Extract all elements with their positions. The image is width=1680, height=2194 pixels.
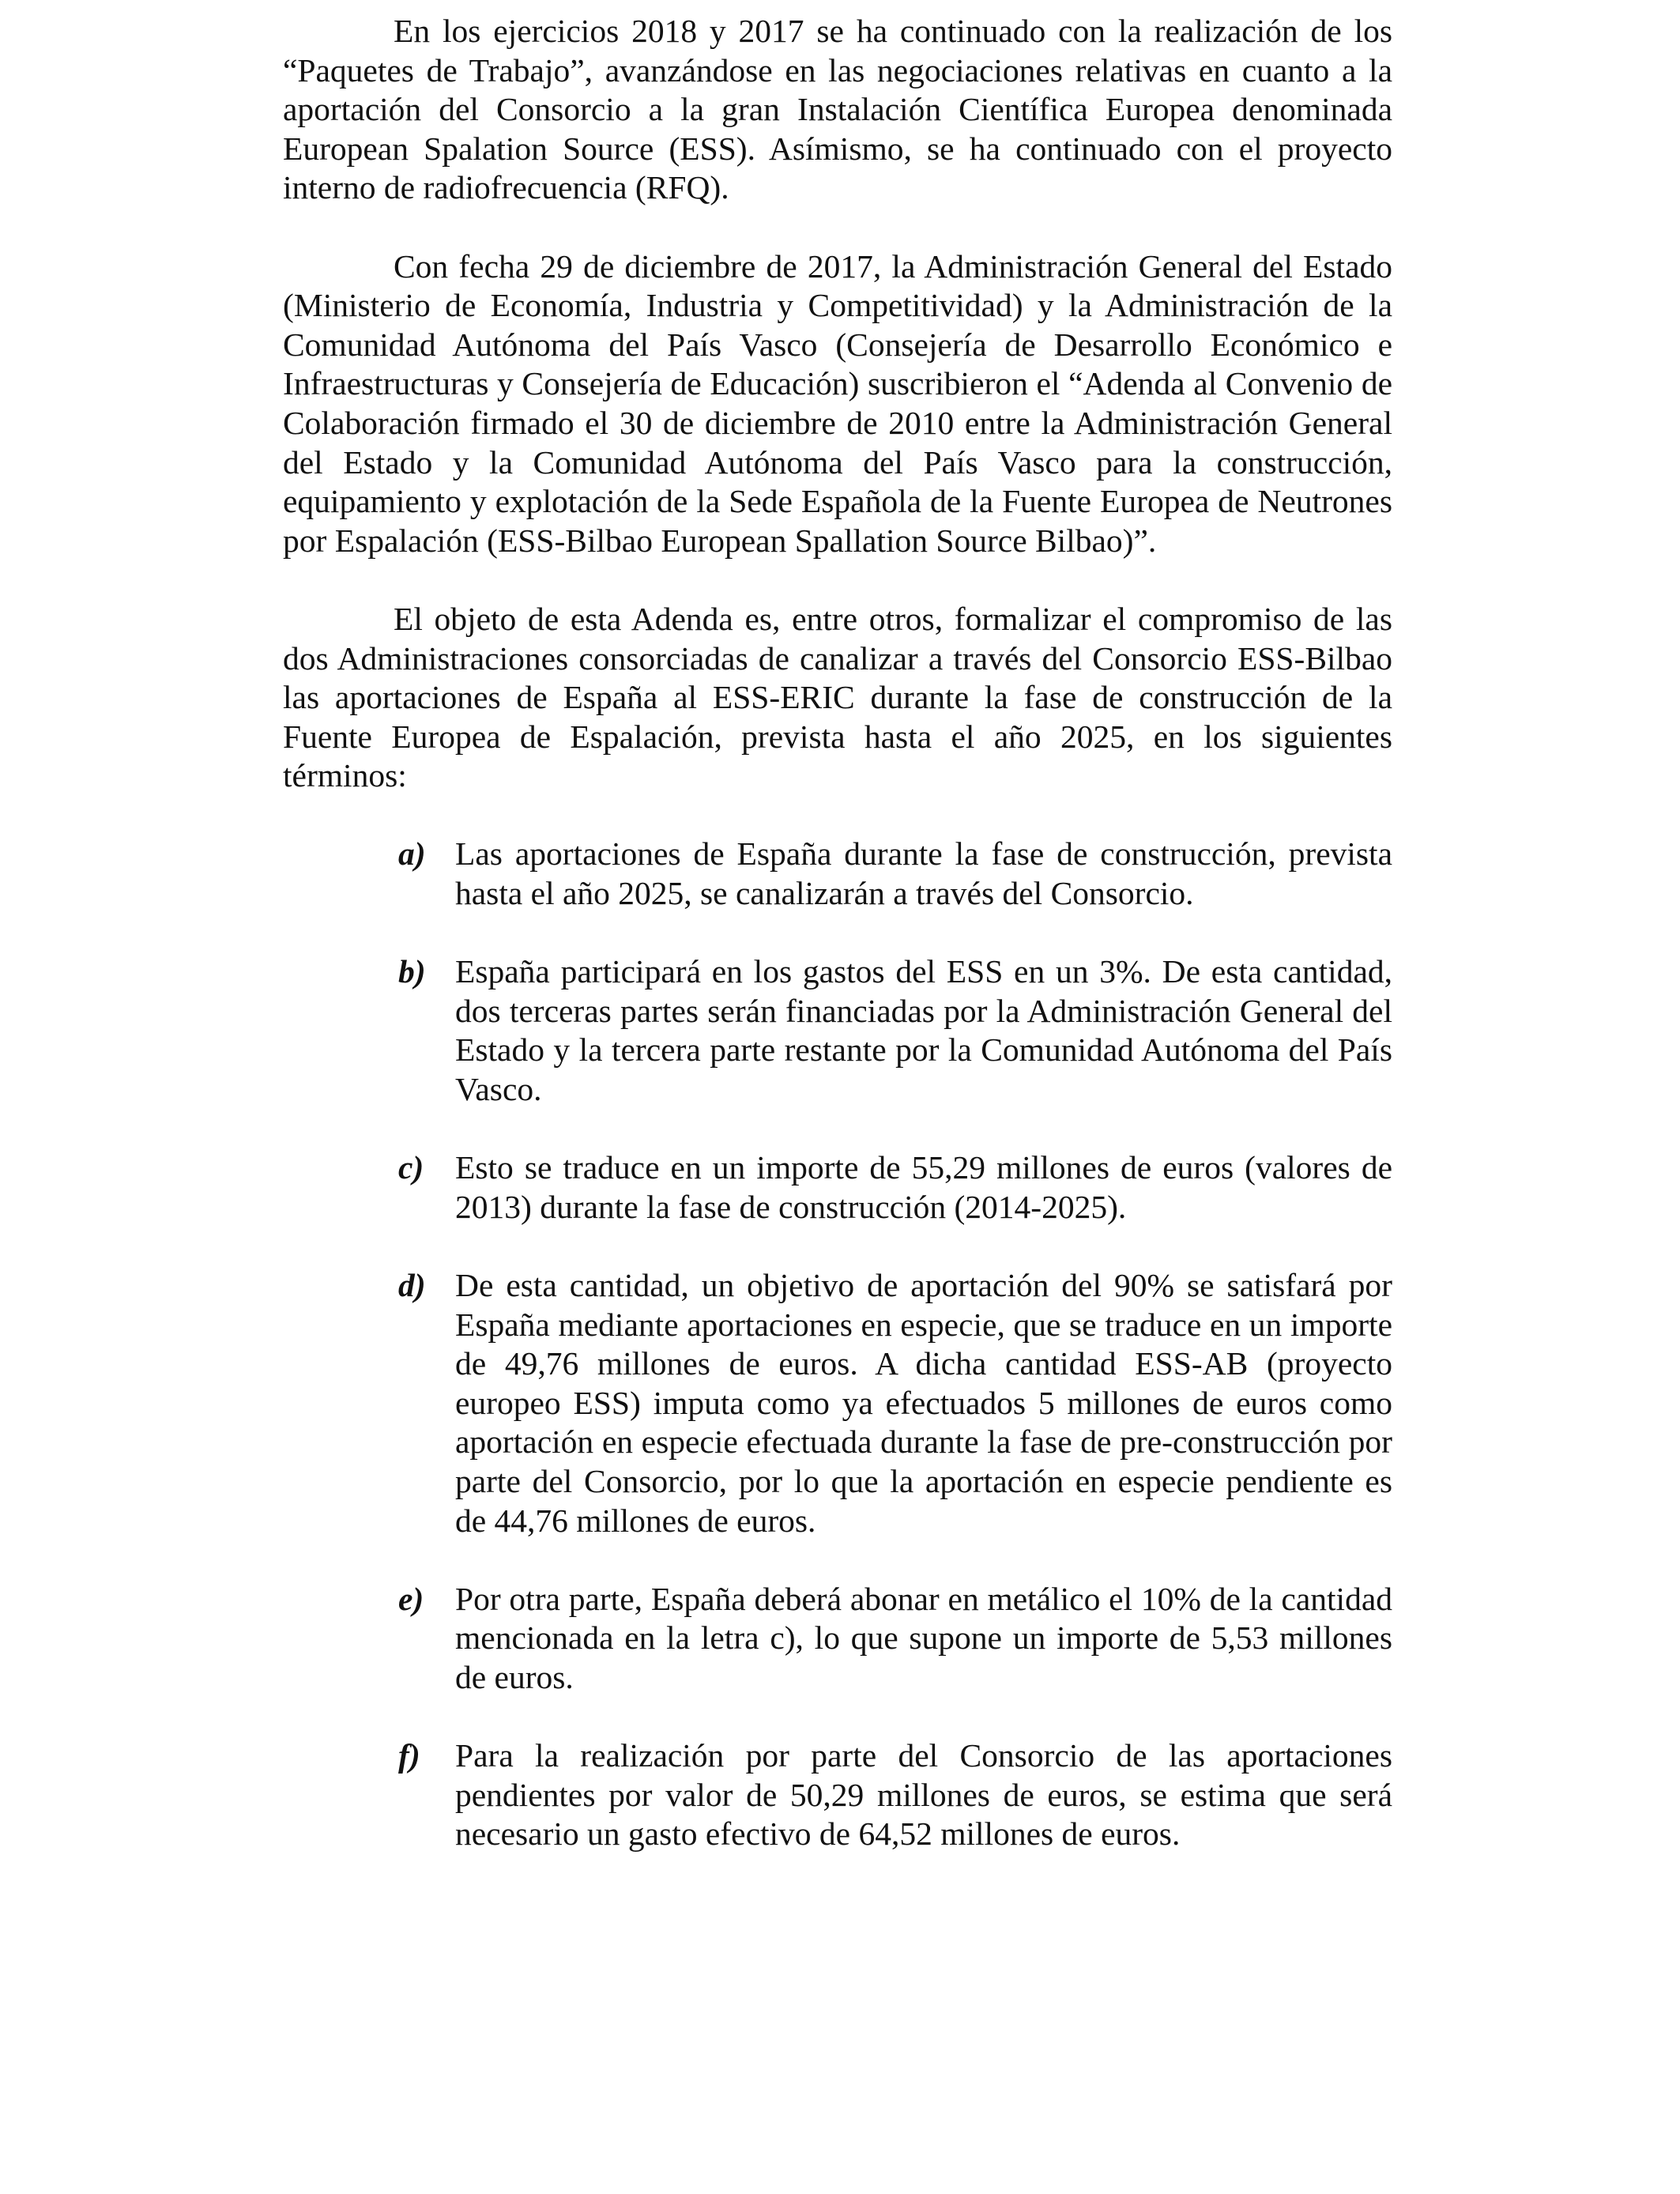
list-marker: a)	[398, 835, 426, 873]
list-item-text: Esto se traduce en un importe de 55,29 millones de euros (valores de 2013) durante la fase de construcción (2014-2025).	[455, 1149, 1392, 1225]
list-item	[283, 835, 1392, 913]
list-marker: b)	[398, 953, 426, 990]
document-body	[283, 12, 1392, 1894]
list-item-text: Para la realización por parte del Consorcio de las aportaciones pendientes por valor de 50,29 millones de euros, se estima que será necesario un gasto efectivo de 64,52 millones de euros.	[455, 1737, 1392, 1853]
list-item	[283, 1148, 1392, 1227]
paragraph-addendum-purpose: El objeto de esta Adenda es, entre otros, formalizar el compromiso de las dos Administraciones consorciadas de canalizar a través del Consorcio ESS-Bilbao las aportaciones de España al ESS-ERIC durante la fase de construcción de la Fuente Europea de Espalación, prevista hasta el año 2025, en los siguientes términos:	[283, 600, 1392, 794]
list-item-text: De esta cantidad, un objetivo de aportación del 90% se satisfará por España mediante aportaciones en especie, que se traduce en un importe de 49,76 millones de euros. A dicha cantidad ESS-AB (proyecto europeo ESS) imputa como ya efectuados 5 millones de euros como aportación en especie efectuada durante la fase de pre-construcción por parte del Consorcio, por lo que la aportación en especie pendiente es de 44,76 millones de euros.	[455, 1267, 1392, 1539]
list-item-text: Las aportaciones de España durante la fase de construcción, prevista hasta el año 2025, se canalizarán a través del Consorcio.	[455, 835, 1392, 912]
list-item-text: España participará en los gastos del ESS en un 3%. De esta cantidad, dos terceras partes serán financiadas por la Administración General del Estado y la tercera parte restante por la Comunidad Autónoma del País Vasco.	[455, 953, 1392, 1108]
list-marker: e)	[398, 1580, 424, 1617]
list-item	[283, 952, 1392, 1109]
list-item	[283, 1736, 1392, 1854]
terms-list	[283, 835, 1392, 1853]
paragraph-work-packages: En los ejercicios 2018 y 2017 se ha continuado con la realización de los “Paquetes de Trabajo”, avanzándose en las negociaciones relativas en cuanto a la aportación del Consorcio a la gran Instalación Científica Europea denominada European Spalation Source (ESS). Asímismo, se ha continuado con el proyecto interno de radiofrecuencia (RFQ).	[283, 13, 1392, 206]
list-item-text: Por otra parte, España deberá abonar en metálico el 10% de la cantidad mencionada en la letra c), lo que supone un importe de 5,53 millones de euros.	[455, 1580, 1392, 1695]
paragraph-addendum-signing: Con fecha 29 de diciembre de 2017, la Administración General del Estado (Ministerio de Economía, Industria y Competitividad) y la Administración de la Comunidad Autónoma del País Vasco (Consejería de Desarrollo Económico e Infraestructuras y Consejería de Educación) suscribieron el “Adenda al Convenio de Colaboración firmado el 30 de diciembre de 2010 entre la Administración General del Estado y la Comunidad Autónoma del País Vasco para la construcción, equipamiento y explotación de la Sede Española de la Fuente Europea de Neutrones por Espalación (ESS-Bilbao European Spallation Source Bilbao)”.	[283, 247, 1392, 559]
list-marker: d)	[398, 1267, 426, 1303]
list-item	[283, 1580, 1392, 1698]
list-item	[283, 1266, 1392, 1540]
list-marker: f)	[398, 1737, 420, 1774]
list-marker: c)	[398, 1149, 424, 1186]
